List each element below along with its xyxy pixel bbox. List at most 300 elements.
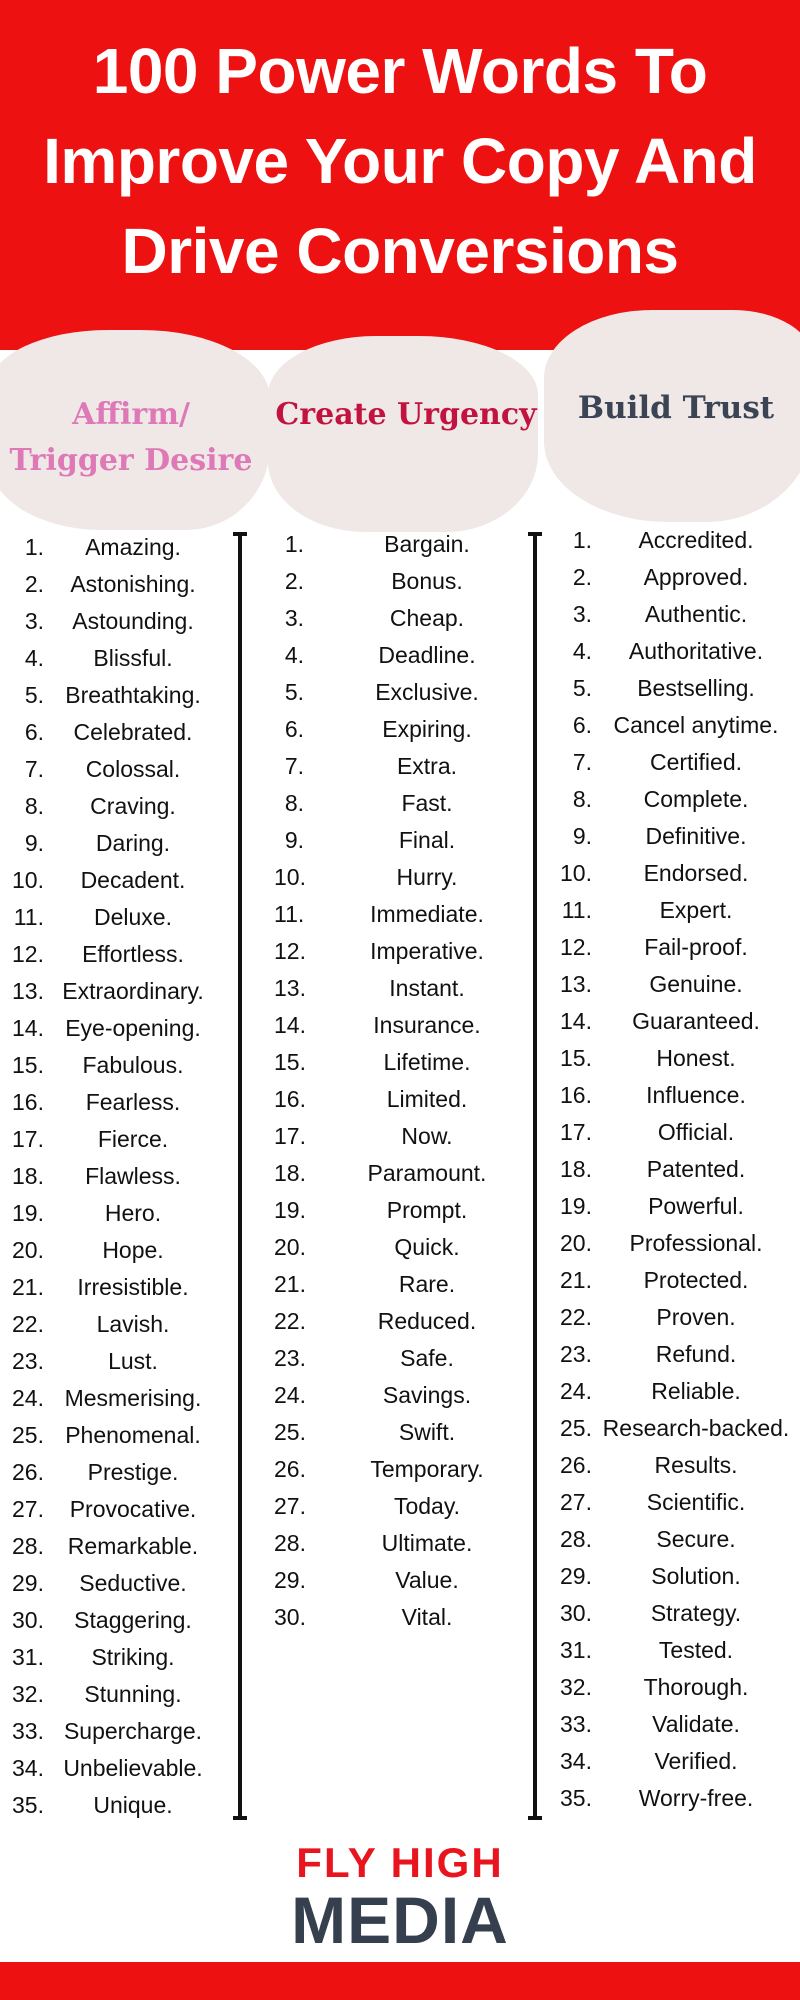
list-item-number: 21. [12,1274,44,1300]
list-item-number: 7. [572,749,592,775]
list-item [550,1447,800,1484]
list-item [4,1417,234,1454]
column-heading-affirm [0,392,262,484]
list-item [4,936,234,973]
list-item-number: 16. [560,1082,592,1108]
list-item-word: Extraordinary. [62,978,204,1004]
list-item-number: 5. [572,675,592,701]
list-item-word: Proven. [656,1304,736,1330]
list-item-number: 1. [284,531,304,557]
list-item-word: Paramount. [367,1160,487,1186]
word-list-urgency [270,526,510,1636]
list-item-number: 4. [24,645,44,671]
list-item [550,1484,800,1521]
list-item-word: Unique. [93,1792,173,1818]
list-item-word: Deadline. [378,642,476,668]
list-item-word: Unbelievable. [63,1755,203,1781]
list-item [270,1414,510,1451]
list-item-number: 3. [284,605,304,631]
list-item [4,1676,234,1713]
list-item-number: 20. [12,1237,44,1263]
list-item-word: Remarkable. [67,1533,199,1559]
list-item [550,818,800,855]
list-item-number: 24. [560,1378,592,1404]
list-item-word: Immediate. [370,901,484,927]
list-item-number: 27. [12,1496,44,1522]
list-item-word: Savings. [382,1382,472,1408]
list-item [550,1040,800,1077]
list-item-number: 28. [12,1533,44,1559]
list-item-number: 22. [12,1311,44,1337]
list-item [550,1373,800,1410]
list-item [270,1599,510,1636]
column-heading-urgency: Create Urgency [275,397,537,432]
list-item [550,855,800,892]
list-item-word: Endorsed. [643,860,749,886]
column-heading-affirm-line2: Trigger Desire [9,443,253,478]
list-item-number: 5. [284,679,304,705]
list-item-word: Limited. [386,1086,468,1112]
list-item [4,1639,234,1676]
list-item-word: Cheap. [389,605,465,631]
list-item-number: 33. [12,1718,44,1744]
list-item-word: Insurance. [373,1012,481,1038]
list-item-word: Reliable. [651,1378,741,1404]
list-item-number: 22. [560,1304,592,1330]
list-item [550,1299,800,1336]
list-item-word: Supercharge. [63,1718,203,1744]
list-item-number: 1. [572,527,592,553]
list-item-number: 2. [572,564,592,590]
list-item-word: Daring. [95,830,171,856]
list-item-word: Extra. [396,753,458,779]
list-item-number: 23. [560,1341,592,1367]
list-item-number: 18. [12,1163,44,1189]
list-item [550,1743,800,1780]
list-item [550,559,800,596]
list-item [4,899,234,936]
list-item-word: Validate. [652,1711,740,1737]
list-item-number: 31. [12,1644,44,1670]
list-item [270,822,510,859]
list-item-word: Irresistible. [77,1274,189,1300]
list-item [4,1713,234,1750]
list-item [550,1669,800,1706]
list-item [550,1188,800,1225]
list-item-number: 28. [274,1530,306,1556]
list-item [550,1077,800,1114]
list-item-word: Temporary. [370,1456,484,1482]
list-item [4,862,234,899]
list-item-word: Worry-free. [638,1785,754,1811]
list-item-number: 35. [560,1785,592,1811]
list-item-word: Powerful. [648,1193,744,1219]
list-item-number: 21. [274,1271,306,1297]
list-item-word: Patented. [646,1156,746,1182]
list-item-number: 13. [560,971,592,997]
list-item-number: 9. [284,827,304,853]
list-item-word: Cancel anytime. [613,712,779,738]
list-item-number: 12. [12,941,44,967]
list-item [270,1562,510,1599]
list-item-number: 10. [560,860,592,886]
list-item-word: Exclusive. [375,679,479,705]
list-item [4,1750,234,1787]
list-item [270,1007,510,1044]
list-item-number: 24. [12,1385,44,1411]
list-item [270,1488,510,1525]
list-item-word: Quick. [394,1234,460,1260]
column-divider-left [238,532,242,1820]
list-item [270,896,510,933]
list-item [270,1081,510,1118]
list-item-number: 8. [24,793,44,819]
list-item [550,1225,800,1262]
list-item [4,1380,234,1417]
list-item [4,603,234,640]
list-item-number: 27. [274,1493,306,1519]
list-item-number: 8. [284,790,304,816]
list-item-number: 5. [24,682,44,708]
list-item [550,707,800,744]
list-item-word: Official. [657,1119,735,1145]
list-item [4,1306,234,1343]
list-item-word: Provocative. [69,1496,197,1522]
list-item [4,1602,234,1639]
list-item-number: 30. [560,1600,592,1626]
list-item [550,633,800,670]
list-item [270,1229,510,1266]
column-heading-affirm-line1: Affirm/ [72,397,190,432]
list-item-number: 14. [12,1015,44,1041]
list-item [4,529,234,566]
list-item-number: 11. [13,904,44,930]
list-item [4,1047,234,1084]
list-item-number: 16. [12,1089,44,1115]
list-item-number: 25. [560,1415,592,1441]
list-item-word: Safe. [400,1345,454,1371]
list-item-word: Professional. [629,1230,763,1256]
list-item-number: 17. [12,1126,44,1152]
list-item [4,1084,234,1121]
list-item-number: 17. [560,1119,592,1145]
list-item-number: 26. [12,1459,44,1485]
list-item-word: Value. [395,1567,459,1593]
list-item-word: Prestige. [87,1459,179,1485]
list-item-word: Lavish. [96,1311,170,1337]
list-item-number: 27. [560,1489,592,1515]
list-item-word: Bonus. [391,568,463,594]
list-item-word: Flawless. [85,1163,181,1189]
list-item-number: 25. [12,1422,44,1448]
list-item-word: Swift. [398,1419,456,1445]
list-item-number: 22. [274,1308,306,1334]
list-item [270,785,510,822]
list-item-number: 29. [12,1570,44,1596]
list-item-number: 21. [560,1267,592,1293]
list-item [270,563,510,600]
list-item [270,1044,510,1081]
list-item-word: Decadent. [80,867,186,893]
list-item-number: 28. [560,1526,592,1552]
list-item [4,1010,234,1047]
list-item-number: 7. [284,753,304,779]
list-item [270,711,510,748]
column-heading-trust: Build Trust [577,390,775,426]
list-item-number: 13. [274,975,306,1001]
list-item-word: Refund. [655,1341,737,1367]
list-item-word: Today. [393,1493,461,1519]
list-item-number: 11. [274,901,305,927]
list-item-number: 32. [560,1674,592,1700]
list-item-number: 16. [274,1086,306,1112]
list-item-word: Instant. [389,975,465,1001]
list-item-number: 23. [274,1345,306,1371]
list-item [4,1454,234,1491]
list-item-number: 29. [274,1567,306,1593]
list-item-number: 15. [274,1049,306,1075]
header-banner [0,0,800,350]
list-item-number: 3. [24,608,44,634]
list-item [4,751,234,788]
list-item [4,973,234,1010]
list-item-word: Seductive. [79,1570,187,1596]
list-item-word: Complete. [643,786,749,812]
list-item-word: Expert. [659,897,733,923]
list-item-number: 14. [560,1008,592,1034]
list-item-word: Effortless. [82,941,184,967]
list-item [270,674,510,711]
list-item [550,892,800,929]
list-item-word: Thorough. [643,1674,749,1700]
list-item-word: Honest. [656,1045,736,1071]
list-item-word: Strategy. [650,1600,742,1626]
list-item [270,1340,510,1377]
list-item [4,788,234,825]
list-item [4,677,234,714]
list-item-word: Bargain. [384,531,470,557]
list-item-word: Amazing. [85,534,181,560]
list-item-number: 4. [572,638,592,664]
list-item-number: 29. [560,1563,592,1589]
list-item-number: 13. [12,978,44,1004]
list-item-number: 20. [274,1234,306,1260]
list-item-word: Reduced. [377,1308,477,1334]
footer-bar [0,1962,800,2000]
list-item-number: 3. [572,601,592,627]
list-item-word: Astonishing. [70,571,196,597]
list-item-word: Prompt. [386,1197,468,1223]
word-list-affirm [4,529,234,1824]
list-item-number: 2. [24,571,44,597]
list-item-number: 24. [274,1382,306,1408]
list-item [550,966,800,1003]
list-item-number: 7. [24,756,44,782]
list-item-number: 30. [12,1607,44,1633]
list-item [270,600,510,637]
list-item-word: Stunning. [84,1681,182,1707]
logo-media: MEDIA [291,1883,509,1957]
list-item-word: Imperative. [370,938,484,964]
list-item-word: Astounding. [72,608,194,634]
list-item-number: 32. [12,1681,44,1707]
list-item-number: 30. [274,1604,306,1630]
list-item-word: Fail-proof. [644,934,748,960]
list-item-word: Vital. [401,1604,453,1630]
list-item [550,929,800,966]
list-item-number: 6. [572,712,592,738]
list-item-number: 33. [560,1711,592,1737]
list-item [270,526,510,563]
list-item-word: Definitive. [645,823,747,849]
list-item [4,1491,234,1528]
list-item [550,1780,800,1817]
list-item [270,637,510,674]
list-item [550,670,800,707]
list-item-number: 9. [572,823,592,849]
list-item-word: Breathtaking. [65,682,201,708]
list-item [4,1269,234,1306]
list-item-word: Rare. [398,1271,456,1297]
list-item [270,1451,510,1488]
list-item-word: Authoritative. [628,638,764,664]
list-item-word: Fearless. [85,1089,181,1115]
list-item-word: Now. [401,1123,453,1149]
list-item-word: Secure. [656,1526,736,1552]
list-item [4,1121,234,1158]
list-item-number: 11. [561,897,592,923]
list-item-word: Solution. [651,1563,741,1589]
logo-fly-high: FLY HIGH [296,1839,504,1886]
list-item-number: 18. [560,1156,592,1182]
list-item-number: 1. [24,534,44,560]
list-item-number: 25. [274,1419,306,1445]
page-title: 100 Power Words To Improve Your Copy And Drive Conversions [43,35,757,287]
list-item-number: 35. [12,1792,44,1818]
list-item-word: Fabulous. [82,1052,184,1078]
list-item [270,1303,510,1340]
list-item [270,1118,510,1155]
list-item-word: Colossal. [85,756,181,782]
list-item [4,1343,234,1380]
list-item [550,1336,800,1373]
list-item-number: 9. [24,830,44,856]
list-item-word: Craving. [90,793,176,819]
list-item-number: 12. [560,934,592,960]
list-item-word: Blissful. [93,645,173,671]
list-item-word: Hurry. [396,864,458,890]
list-item-word: Lifetime. [383,1049,471,1075]
list-item [4,1787,234,1824]
list-item-number: 6. [24,719,44,745]
list-item-word: Eye-opening. [65,1015,201,1041]
list-item [550,1410,800,1447]
list-item [550,1595,800,1632]
list-item-word: Tested. [658,1637,734,1663]
list-item-number: 14. [274,1012,306,1038]
list-item [270,970,510,1007]
list-item [4,1528,234,1565]
list-item-number: 15. [560,1045,592,1071]
list-item [550,1706,800,1743]
list-item-number: 4. [284,642,304,668]
list-item-number: 34. [560,1748,592,1774]
list-item-word: Approved. [643,564,749,590]
list-item-word: Guaranteed. [632,1008,760,1034]
list-item [4,1158,234,1195]
list-item-word: Research-backed. [602,1415,790,1441]
list-item [4,1565,234,1602]
column-divider-right [533,532,537,1820]
list-item [270,748,510,785]
list-item [550,596,800,633]
list-item-number: 8. [572,786,592,812]
list-item [550,1632,800,1669]
list-item-word: Deluxe. [94,904,172,930]
list-item-number: 2. [284,568,304,594]
list-item [550,1114,800,1151]
list-item-word: Genuine. [649,971,743,997]
list-item-word: Influence. [646,1082,746,1108]
list-item-word: Hero. [104,1200,162,1226]
list-item-number: 12. [274,938,306,964]
list-item-number: 15. [12,1052,44,1078]
list-item [550,1151,800,1188]
list-item [4,714,234,751]
list-item [270,1155,510,1192]
list-item [270,933,510,970]
list-item-word: Striking. [91,1644,175,1670]
list-item [270,859,510,896]
list-item [4,640,234,677]
list-item-number: 34. [12,1755,44,1781]
list-item [4,1195,234,1232]
list-item [4,1232,234,1269]
list-item-word: Fierce. [97,1126,169,1152]
list-item-number: 17. [274,1123,306,1149]
word-list-trust [550,522,800,1817]
list-item-word: Mesmerising. [64,1385,202,1411]
list-item-word: Bestselling. [637,675,755,701]
list-item-number: 19. [560,1193,592,1219]
list-item-word: Authentic. [644,601,748,627]
list-item-word: Hope. [102,1237,164,1263]
list-item-number: 10. [12,867,44,893]
list-item-number: 19. [12,1200,44,1226]
list-item-number: 10. [274,864,306,890]
list-item-word: Expiring. [382,716,472,742]
list-item-word: Lust. [108,1348,158,1374]
list-item-word: Final. [398,827,456,853]
list-item [270,1266,510,1303]
list-item [550,522,800,559]
list-item-word: Verified. [654,1748,738,1774]
list-item-word: Certified. [649,749,743,775]
list-item [270,1192,510,1229]
list-item-number: 26. [274,1456,306,1482]
list-item [550,1558,800,1595]
list-item-word: Accredited. [638,527,754,553]
list-item [550,1003,800,1040]
list-item-number: 20. [560,1230,592,1256]
list-item [4,566,234,603]
list-item-number: 6. [284,716,304,742]
list-item-word: Staggering. [74,1607,192,1633]
list-item-number: 18. [274,1160,306,1186]
list-item [4,825,234,862]
list-item-number: 31. [560,1637,592,1663]
list-item-word: Phenomenal. [65,1422,201,1448]
